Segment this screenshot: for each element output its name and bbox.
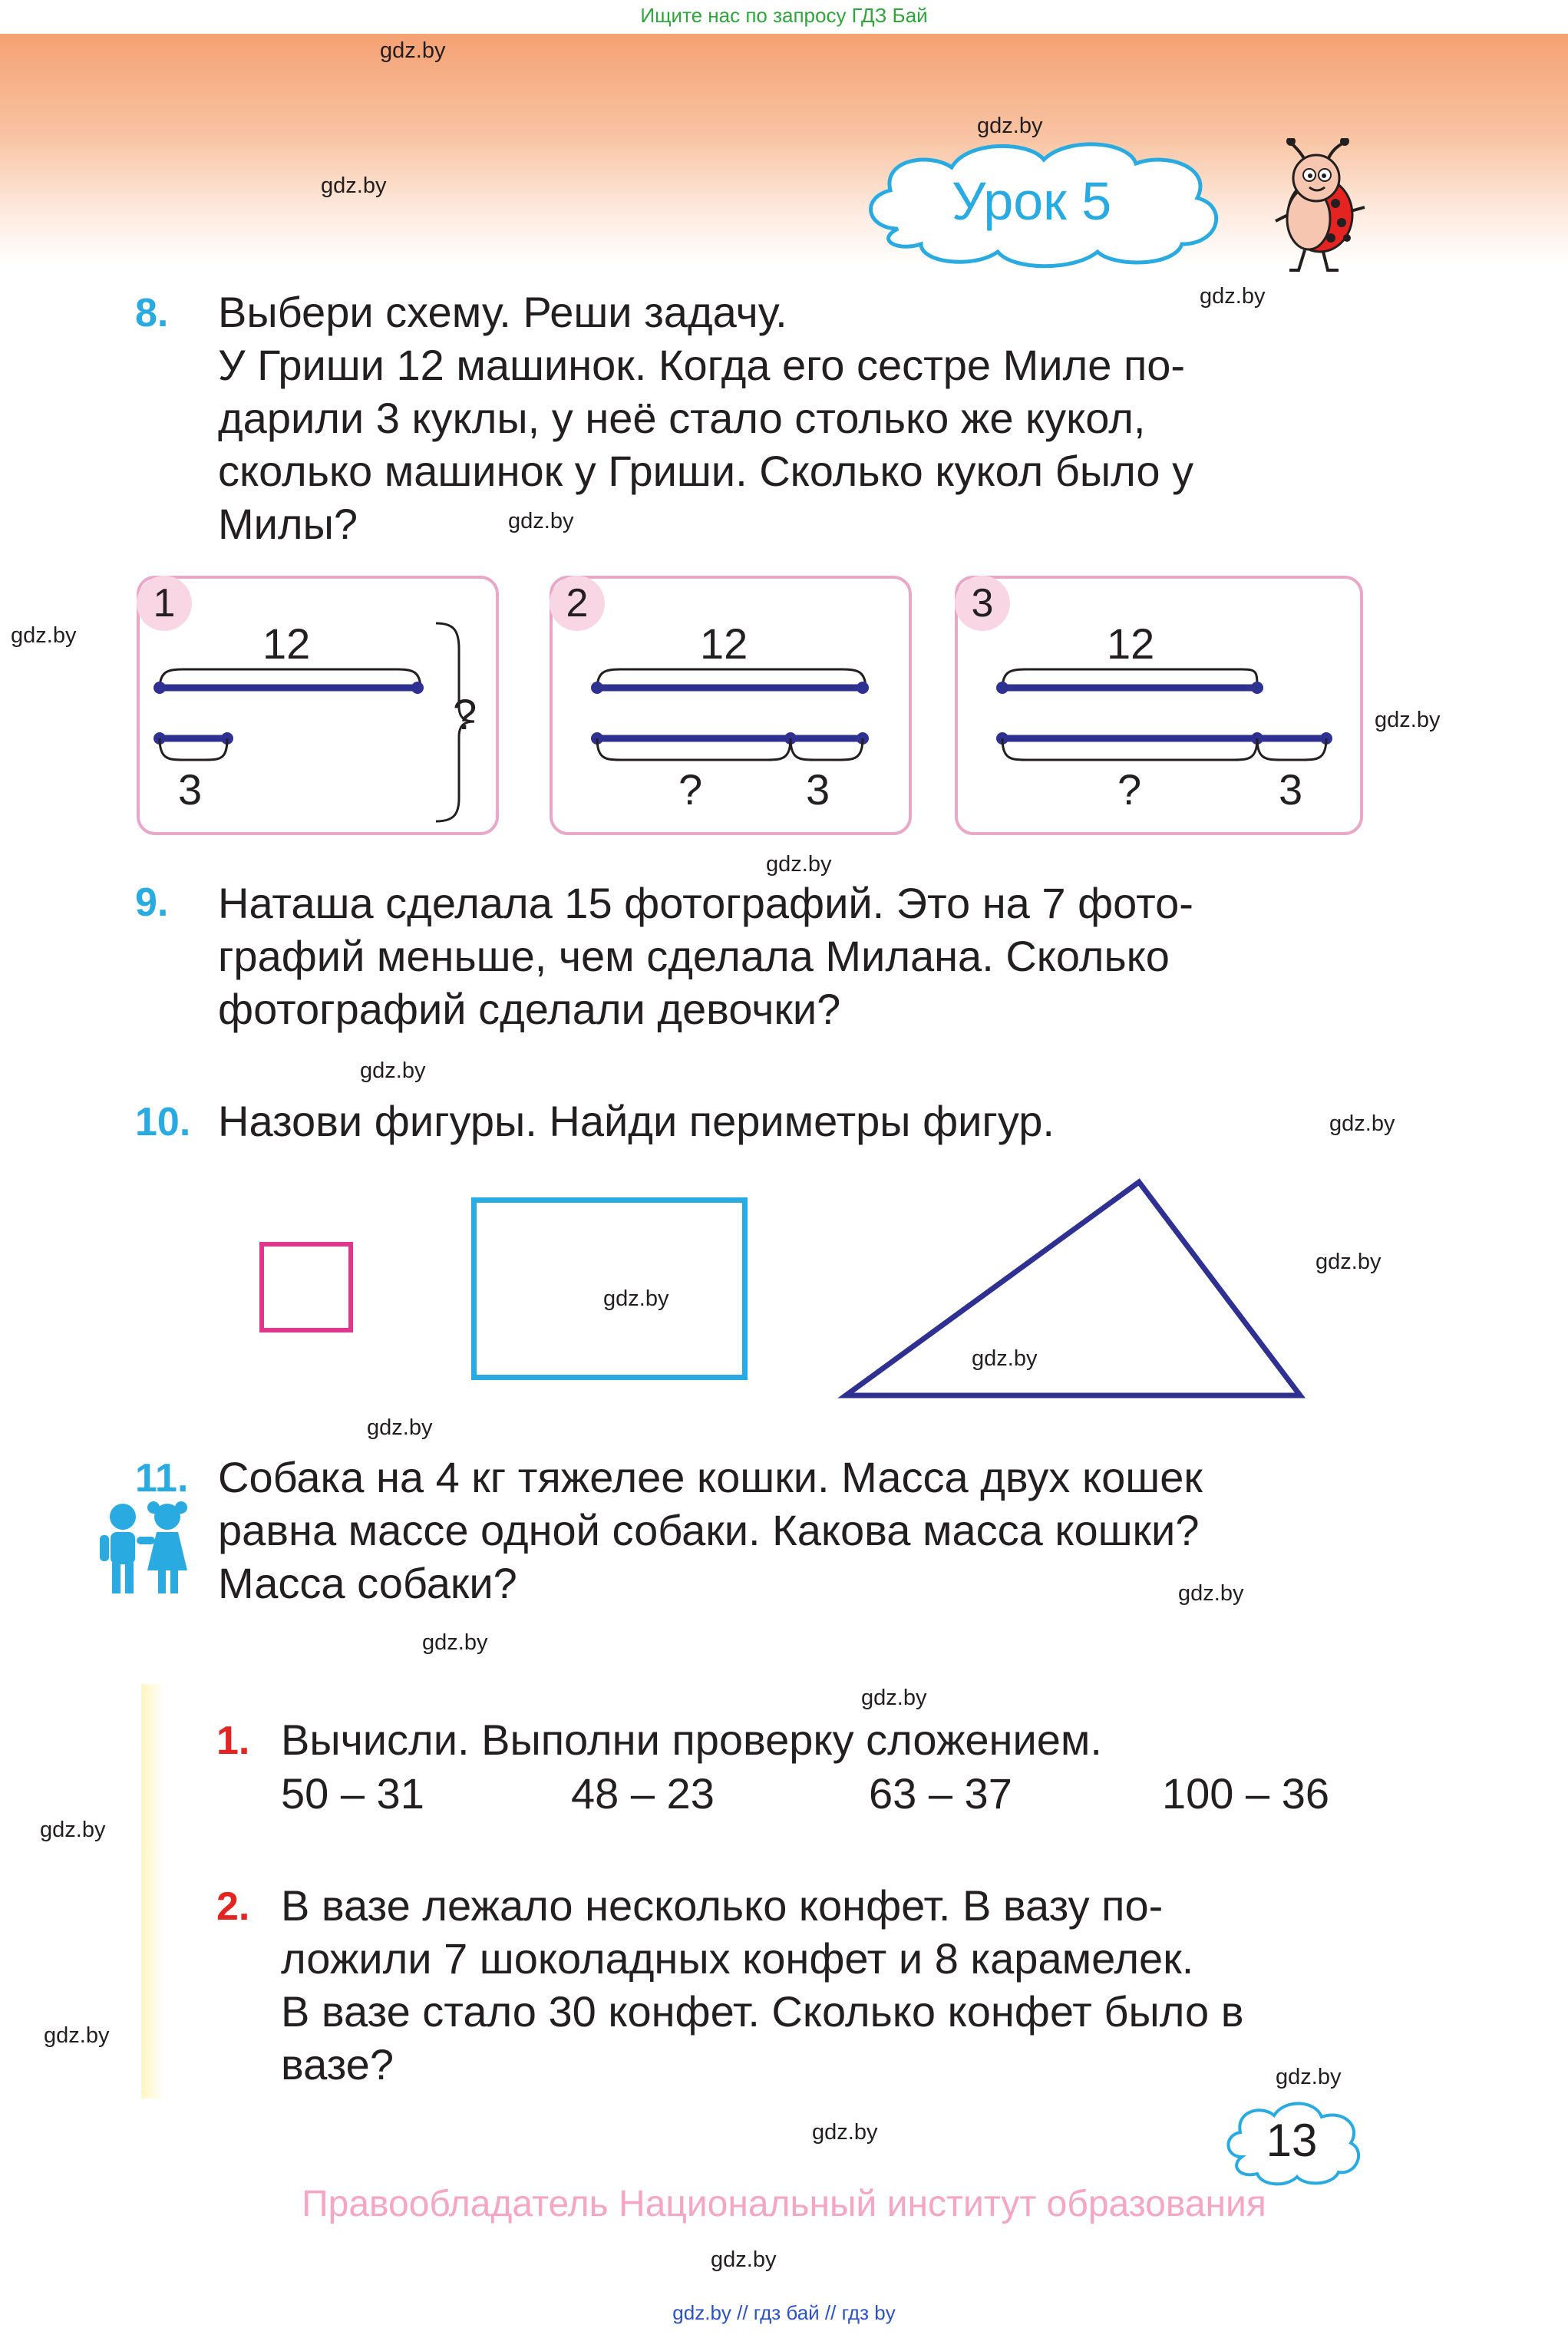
watermark: gdz.by [1375, 708, 1441, 732]
scheme-label: 3 [1279, 765, 1303, 814]
lesson-title: Урок 5 [952, 171, 1112, 231]
exercise-8-text [218, 286, 1360, 550]
scheme-label: 12 [700, 619, 748, 668]
scheme-2-diagram [550, 576, 910, 829]
scheme-label: 3 [806, 765, 830, 814]
exercise-11-line: равна массе одной собаки. Какова масса кошки? [218, 1506, 1200, 1554]
watermark: gdz.by [861, 1686, 927, 1710]
watermark: gdz.by [321, 173, 387, 198]
exercise-11-line: Масса собаки? [218, 1559, 517, 1607]
homework-2-text [281, 1879, 1360, 2091]
triangle-figure[interactable] [837, 1174, 1312, 1405]
expression: 48 – 23 [571, 1769, 715, 1818]
homework-2-number: 2. [216, 1884, 250, 1929]
watermark: gdz.by [1178, 1581, 1244, 1606]
homework-2-line: ложили 7 шоколадных конфет и 8 карамелек. [281, 1934, 1194, 1983]
homework-2-line: вазе? [281, 2040, 394, 2089]
exercise-9-number: 9. [135, 880, 169, 925]
watermark: gdz.by [1329, 1111, 1395, 1136]
exercise-8-line: У Гриши 12 машинок. Когда его сестре Миле по- [218, 341, 1186, 389]
page-number: 13 [1266, 2115, 1318, 2166]
watermark: gdz.by [11, 623, 77, 648]
exercise-9-line: Наташа сделала 15 фотографий. Это на 7 фото- [218, 879, 1193, 927]
expression: 50 – 31 [281, 1769, 424, 1818]
scheme-brace-label: ? [453, 690, 477, 738]
watermark: gdz.by [1315, 1250, 1381, 1274]
watermark: gdz.by [766, 852, 832, 877]
watermark: gdz.by [508, 509, 574, 533]
watermark: gdz.by [422, 1630, 488, 1655]
homework-2-line: В вазе лежало несколько конфет. В вазу по- [281, 1881, 1164, 1930]
watermark: gdz.by [977, 114, 1043, 138]
ladybug-icon [1274, 138, 1374, 276]
scheme-badge: 1 [137, 576, 192, 631]
watermark: gdz.by [1200, 284, 1266, 309]
homework-1-line: Вычисли. Выполни проверку сложением. [281, 1716, 1102, 1764]
watermark: gdz.by [367, 1415, 433, 1440]
exercise-10-line: Назови фигуры. Найди периметры фигур. [218, 1097, 1055, 1145]
watermark: gdz.by [380, 38, 446, 63]
watermark: gdz.by [711, 2247, 777, 2272]
exercise-10-number: 10. [135, 1100, 191, 1144]
square-figure[interactable] [259, 1242, 353, 1332]
top-banner[interactable]: Ищите нас по запросу ГДЗ Бай [640, 4, 928, 27]
exercise-9-text [218, 877, 1360, 1035]
watermark: gdz.by [972, 1346, 1038, 1371]
exercise-11-text [218, 1451, 1360, 1610]
exercise-9-line: графий меньше, чем сделала Милана. Сколько [218, 932, 1170, 980]
exercise-8-line: Выбери схему. Реши задачу. [218, 288, 787, 336]
watermark: gdz.by [360, 1058, 426, 1083]
exercise-8-line: дарили 3 куклы, у неё стало столько же кукол, [218, 394, 1146, 442]
pair-work-icon [95, 1497, 195, 1597]
homework-2-line: В вазе стало 30 конфет. Сколько конфет было в [281, 1987, 1244, 2036]
exercise-8-number: 8. [135, 291, 169, 335]
rectangle-figure[interactable] [471, 1197, 748, 1380]
expression: 100 – 36 [1162, 1769, 1329, 1818]
homework-1-text [281, 1713, 1360, 1766]
exercise-11-number: 11. [135, 1456, 189, 1501]
scheme-question: ? [1117, 765, 1142, 814]
copyright: Правообладатель Национальный институт образования [302, 2184, 1266, 2224]
watermark: gdz.by [40, 1818, 106, 1842]
scheme-label: 3 [178, 765, 203, 814]
expression: 63 – 37 [869, 1769, 1012, 1818]
exercise-8-line: Милы? [218, 500, 358, 548]
footer-links[interactable]: gdz.by // гдз бай // гдз by [672, 2301, 896, 2324]
scheme-question: ? [678, 765, 703, 814]
scheme-label: 12 [1107, 619, 1155, 668]
homework-1-number: 1. [216, 1719, 250, 1763]
exercise-9-line: фотографий сделали девочки? [218, 985, 841, 1033]
scheme-label: 12 [262, 619, 311, 668]
exercise-11-line: Собака на 4 кг тяжелее кошки. Масса двух кошек [218, 1453, 1203, 1501]
watermark: gdz.by [44, 2023, 110, 2048]
scheme-badge: 3 [955, 576, 1010, 631]
watermark: gdz.by [1276, 2065, 1342, 2089]
watermark: gdz.by [603, 1286, 669, 1311]
exercise-10-text [218, 1095, 1360, 1148]
scheme-badge: 2 [550, 576, 605, 631]
watermark: gdz.by [812, 2120, 878, 2145]
exercise-8-line: сколько машинок у Гриши. Сколько кукол было у [218, 447, 1194, 495]
